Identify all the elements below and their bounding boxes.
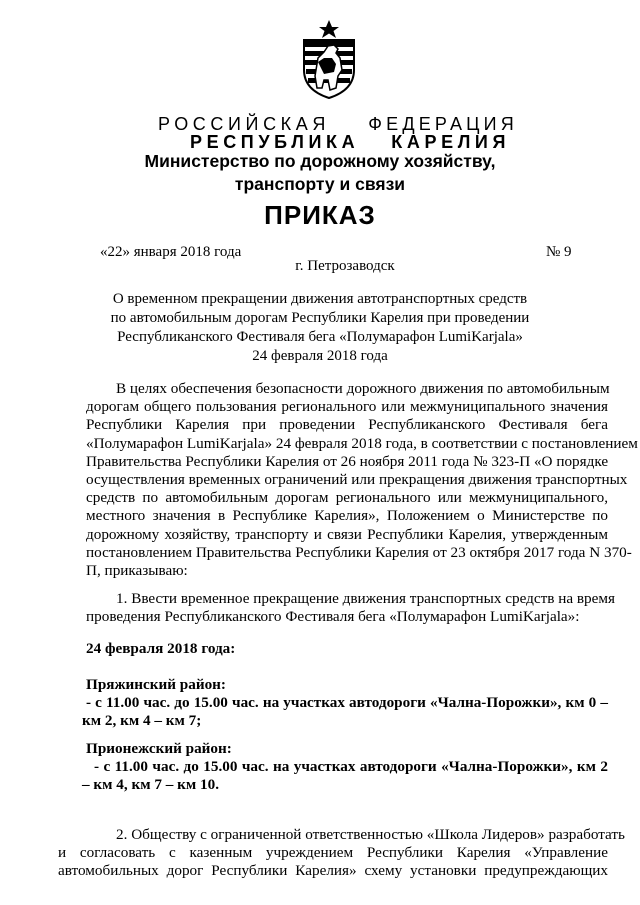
district-1-name: Пряжинский район: <box>86 676 226 693</box>
item-2-line: 2. Обществу с ограниченной ответственностью «Школа Лидеров» разработать <box>116 826 625 843</box>
item-1-line: проведения Республиканского Фестиваля бега «Полумарафон LumiKarjala»: <box>86 608 580 626</box>
district-2-line: - с 11.00 час. до 15.00 час. на участках автодороги «Чална-Порожки», км 2 <box>94 758 608 776</box>
karelia-coat-of-arms-icon <box>298 18 360 100</box>
republic-word-2: КАРЕЛИЯ <box>391 132 510 152</box>
district-2-line: – км 4, км 7 – км 10. <box>82 776 220 794</box>
subject-line: Республиканского Фестиваля бега «Полумарафон LumiKarjala» <box>117 329 523 345</box>
order-number: № 9 <box>546 244 572 260</box>
preamble-line: осуществления временных ограничений или прекращения движения транспортных <box>86 471 628 489</box>
preamble <box>86 380 638 580</box>
district-1-line: - с 11.00 час. до 15.00 час. на участках автодороги «Чална-Порожки», км 0 – <box>86 694 608 712</box>
district-2-name: Прионежский район: <box>86 740 232 757</box>
preamble-line: постановлением Правительства Республики Карелия от 23 октября 2017 года N 370- <box>86 543 632 561</box>
item-1-line: 1. Ввести временное прекращение движения транспортных средств на время <box>116 590 615 607</box>
item-1 <box>86 590 615 626</box>
ministry-line-1: Министерство по дорожному хозяйству, <box>144 151 496 171</box>
order-date: «22» января 2018 года <box>100 244 242 260</box>
ministry-name <box>0 150 640 196</box>
preamble-line: Правительства Республики Карелия от 26 ноября 2011 года № 323-П «О порядке <box>86 452 609 470</box>
country-word-2: ФЕДЕРАЦИЯ <box>368 114 518 134</box>
date-heading-text: 24 февраля 2018 года: <box>86 640 236 657</box>
preamble-line: средств по автомобильным дорогам регионального или межмуниципального, <box>86 489 608 507</box>
subject-line: 24 февраля 2018 года <box>252 348 388 364</box>
order-city: г. Петрозаводск <box>295 258 395 274</box>
ministry-line-2: транспорту и связи <box>234 174 406 194</box>
preamble-line: В целях обеспечения безопасности дорожного движения по автомобильным <box>116 380 610 397</box>
item-2 <box>58 826 625 881</box>
preamble-line: местного значения в Республике Карелия», Положением о Министерстве по <box>86 507 608 525</box>
preamble-line: дорогам общего пользования регионального или межмуниципального значения <box>86 398 608 416</box>
order-subject <box>0 290 640 366</box>
item-2-line: автомобильных дорог Республики Карелия» схему установки предупреждающих <box>58 862 608 880</box>
district-2 <box>82 740 608 795</box>
date-heading <box>86 640 608 658</box>
preamble-line: дорожному хозяйству, транспорту и связи Республики Карелия, утвержденным <box>86 525 608 543</box>
item-2-line: и согласовать с казенным учреждением Республики Карелия «Управление <box>58 844 608 862</box>
preamble-line: «Полумарафон LumiKarjala» 24 февраля 2018 года, в соответствии с постановлением <box>86 434 638 452</box>
district-1-line: км 2, км 4 – км 7; <box>82 712 202 730</box>
preamble-line: Республики Карелия при проведении Республиканского Фестиваля бега <box>86 416 608 434</box>
document-type: ПРИКАЗ <box>264 200 376 230</box>
subject-line: по автомобильным дорогам Республики Карелия при проведении <box>110 310 530 326</box>
subject-line: О временном прекращении движения автотранспортных средств <box>112 291 528 307</box>
district-1 <box>82 676 608 731</box>
country-word-1: РОССИЙСКАЯ <box>158 114 330 134</box>
republic-word-1: РЕСПУБЛИКА <box>190 132 360 152</box>
preamble-line: П, приказываю: <box>86 562 188 580</box>
